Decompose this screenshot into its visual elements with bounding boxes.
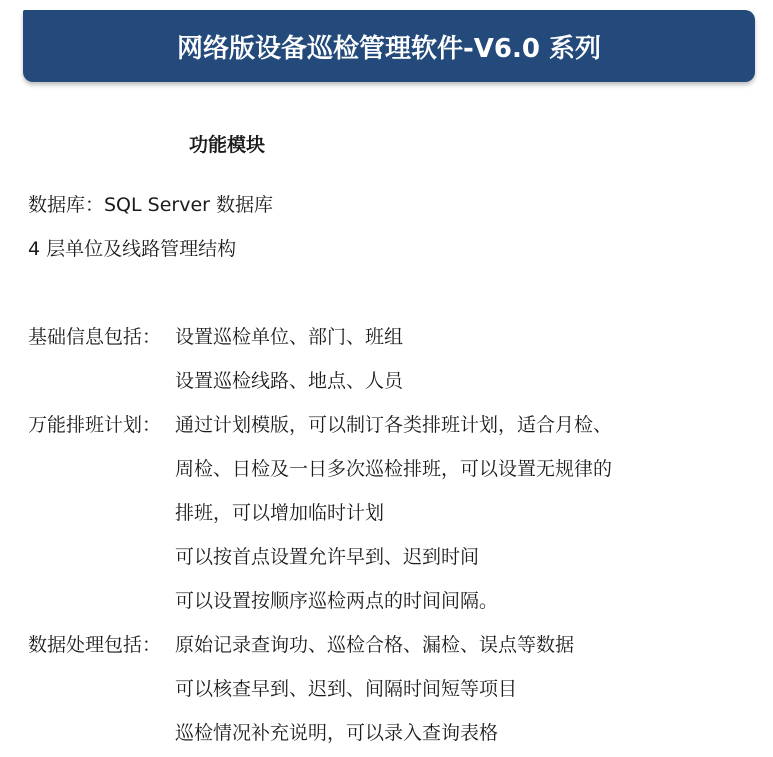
title-banner [23, 10, 755, 82]
data-processing-item: 原始记录查询功、巡检合格、漏检、误点等数据 [175, 634, 575, 656]
structure-info: 4 层单位及线路管理结构 [28, 238, 237, 260]
schedule-plan-item: 排班，可以增加临时计划 [175, 502, 385, 524]
data-processing-label: 数据处理包括： [28, 634, 162, 656]
basic-info-item: 设置巡检线路、地点、人员 [175, 370, 404, 392]
basic-info-label: 基础信息包括： [28, 326, 162, 348]
schedule-plan-item: 可以设置按顺序巡检两点的时间间隔。 [175, 590, 499, 612]
data-processing-item: 可以核查早到、迟到、间隔时间短等项目 [175, 678, 518, 700]
page-title: 网络版设备巡检管理软件-V6.0 系列 [176, 33, 602, 64]
database-info: 数据库：SQL Server 数据库 [28, 194, 273, 216]
schedule-plan-label: 万能排班计划： [28, 414, 162, 436]
basic-info-item: 设置巡检单位、部门、班组 [175, 326, 404, 348]
schedule-plan-item: 可以按首点设置允许早到、迟到时间 [175, 546, 480, 568]
data-processing-item: 巡检情况补充说明，可以录入查询表格 [175, 722, 499, 744]
schedule-plan-item: 周检、日检及一日多次巡检排班，可以设置无规律的 [175, 458, 613, 480]
schedule-plan-item: 通过计划模版，可以制订各类排班计划，适合月检、 [175, 414, 613, 436]
section-title: 功能模块 [189, 134, 266, 156]
